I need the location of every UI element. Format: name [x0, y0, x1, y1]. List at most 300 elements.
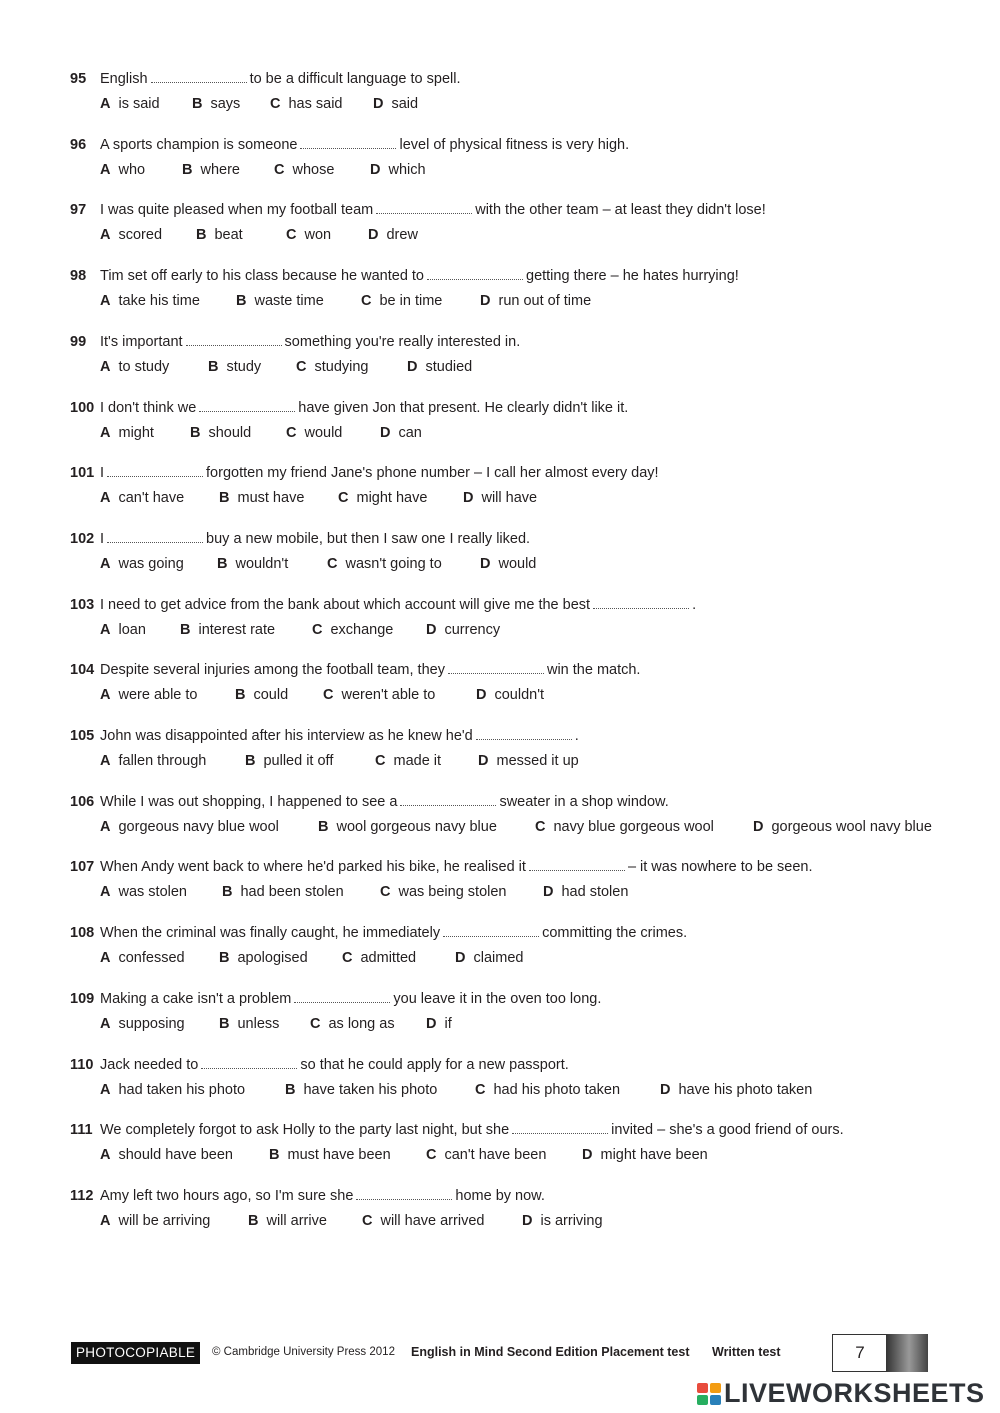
option-letter: B	[196, 227, 207, 244]
option-text: study	[226, 358, 262, 375]
stem-before-blank: When the criminal was finally caught, he immediately	[100, 925, 441, 942]
question-stem	[100, 399, 628, 417]
option-b[interactable]	[236, 292, 324, 310]
option-text: admitted	[360, 950, 417, 967]
question-105	[0, 727, 1000, 779]
question-stem	[100, 1121, 844, 1139]
answer-blank[interactable]	[593, 596, 689, 609]
option-c[interactable]	[475, 1081, 620, 1099]
option-c[interactable]	[342, 949, 416, 967]
option-a[interactable]	[100, 1212, 210, 1230]
option-text: won	[304, 227, 332, 244]
option-c[interactable]	[310, 1015, 395, 1033]
option-letter: B	[285, 1081, 296, 1098]
answer-blank[interactable]	[186, 333, 282, 346]
question-stem	[100, 858, 813, 876]
option-d[interactable]	[480, 292, 591, 310]
question-stem	[100, 267, 739, 285]
option-b[interactable]	[248, 1212, 327, 1230]
option-text: has said	[288, 96, 343, 112]
answer-blank[interactable]	[448, 661, 544, 674]
question-111	[0, 1121, 1000, 1173]
option-letter: C	[362, 1212, 373, 1229]
option-a[interactable]	[100, 555, 184, 573]
option-letter: B	[248, 1212, 259, 1229]
option-b[interactable]	[217, 555, 288, 573]
option-letter: D	[543, 884, 554, 901]
option-text: gorgeous navy blue wool	[118, 818, 279, 835]
option-letter: A	[100, 1081, 111, 1098]
option-letter: B	[180, 621, 191, 638]
option-text: is said	[118, 96, 160, 112]
option-letter: C	[296, 358, 307, 375]
answer-blank[interactable]	[107, 464, 203, 477]
option-b[interactable]	[219, 949, 308, 967]
stem-before-blank: English	[100, 71, 148, 87]
stem-after-blank: something you're really interested in.	[284, 333, 521, 350]
option-text: pulled it off	[263, 753, 334, 769]
option-d[interactable]	[407, 358, 472, 376]
option-c[interactable]	[286, 424, 342, 442]
option-d[interactable]	[370, 161, 426, 179]
option-letter: B	[318, 818, 329, 835]
stem-after-blank: getting there – he hates hurrying!	[526, 268, 739, 285]
answer-blank[interactable]	[107, 530, 203, 543]
stem-before-blank: When Andy went back to where he'd parked his bike, he realised it	[100, 859, 526, 876]
stem-before-blank: Jack needed to	[100, 1056, 199, 1073]
option-text: wasn't going to	[345, 555, 442, 572]
option-text: where	[200, 161, 240, 178]
option-d[interactable]	[582, 1146, 708, 1164]
stem-before-blank: I	[100, 530, 105, 547]
option-d[interactable]	[753, 818, 932, 836]
question-number: 112	[70, 1187, 94, 1204]
option-text: was being stolen	[398, 884, 507, 901]
stem-before-blank: We completely forgot to ask Holly to the party last night, but she	[100, 1122, 510, 1139]
option-d[interactable]	[426, 1015, 452, 1033]
option-text: studied	[425, 358, 473, 375]
stem-before-blank: While I was out shopping, I happened to see a	[100, 793, 398, 810]
question-number: 95	[70, 71, 87, 87]
option-letter: A	[100, 1212, 111, 1229]
option-text: apologised	[237, 950, 308, 967]
stem-after-blank: with the other team – at least they didn't lose!	[475, 202, 766, 219]
option-letter: A	[100, 161, 111, 178]
option-d[interactable]	[522, 1212, 603, 1230]
option-a[interactable]	[100, 949, 185, 967]
question-stem	[100, 1056, 569, 1074]
stem-after-blank: buy a new mobile, but then I saw one I really liked.	[206, 530, 531, 547]
question-stem	[100, 464, 659, 482]
option-text: run out of time	[498, 293, 592, 310]
option-letter: D	[582, 1147, 593, 1164]
option-letter: B	[219, 1015, 230, 1032]
question-number: 111	[70, 1122, 93, 1139]
option-letter: D	[476, 687, 487, 704]
option-letter: B	[190, 424, 201, 441]
stem-before-blank: John was disappointed after his interview as he knew he'd	[100, 728, 473, 744]
option-letter: B	[245, 753, 256, 769]
option-text: drew	[386, 227, 418, 244]
question-number: 100	[70, 399, 95, 416]
option-text: must have been	[287, 1147, 391, 1164]
answer-blank[interactable]	[151, 70, 247, 83]
question-number: 108	[70, 925, 95, 942]
option-a[interactable]	[100, 226, 162, 244]
option-letter: D	[373, 96, 384, 112]
liveworksheets-watermark[interactable]	[696, 1378, 996, 1408]
option-letter: C	[475, 1081, 486, 1098]
question-number: 106	[70, 793, 95, 810]
stem-after-blank: you leave it in the oven too long.	[393, 990, 602, 1007]
question-number: 103	[70, 596, 95, 613]
question-number: 102	[70, 530, 95, 547]
option-d[interactable]	[426, 621, 500, 639]
option-letter: A	[100, 753, 111, 769]
question-109	[0, 990, 1000, 1042]
answer-blank[interactable]	[356, 1187, 452, 1200]
stem-after-blank: home by now.	[455, 1187, 545, 1204]
option-letter: A	[100, 950, 111, 967]
option-c[interactable]	[338, 489, 427, 507]
option-letter: D	[426, 1015, 437, 1032]
option-c[interactable]	[375, 752, 441, 770]
answer-blank[interactable]	[512, 1121, 608, 1134]
question-stem	[100, 727, 579, 745]
option-letter: A	[100, 687, 111, 704]
stem-before-blank: I need to get advice from the bank about which account will give me the best	[100, 596, 591, 613]
option-letter: A	[100, 818, 111, 835]
option-letter: B	[217, 555, 228, 572]
question-stem	[100, 793, 669, 811]
option-text: weren't able to	[341, 687, 436, 704]
option-letter: B	[182, 161, 193, 178]
option-d[interactable]	[543, 883, 628, 901]
stem-after-blank: forgotten my friend Jane's phone number – I call her almost every day!	[206, 465, 659, 482]
option-a[interactable]	[100, 883, 187, 901]
option-letter: B	[235, 687, 246, 704]
option-d[interactable]	[478, 752, 579, 770]
option-letter: D	[380, 424, 391, 441]
option-text: should	[208, 424, 252, 441]
option-text: as long as	[328, 1015, 395, 1032]
question-number: 109	[70, 990, 95, 1007]
option-letter: D	[407, 358, 418, 375]
question-106	[0, 793, 1000, 845]
option-text: claimed	[473, 950, 524, 967]
option-text: should have been	[118, 1147, 233, 1164]
question-number: 110	[70, 1056, 94, 1073]
option-letter: D	[370, 161, 381, 178]
option-b[interactable]	[182, 161, 240, 179]
question-number: 104	[70, 662, 95, 679]
option-text: can't have been	[444, 1147, 547, 1164]
option-letter: D	[753, 818, 764, 835]
option-c[interactable]	[327, 555, 442, 573]
option-text: interest rate	[198, 621, 276, 638]
option-letter: C	[312, 621, 323, 638]
option-b[interactable]	[192, 95, 240, 113]
page-number: 7	[832, 1334, 888, 1372]
question-100	[0, 399, 1000, 451]
option-letter: C	[270, 96, 281, 112]
book-title: English in Mind Second Edition Placement test	[411, 1345, 690, 1359]
option-text: must have	[237, 490, 305, 507]
option-text: might	[118, 424, 154, 441]
option-a[interactable]	[100, 1081, 245, 1099]
question-99	[0, 333, 1000, 385]
option-letter: C	[286, 227, 297, 244]
option-text: had taken his photo	[118, 1081, 246, 1098]
option-letter: C	[323, 687, 334, 704]
option-a[interactable]	[100, 818, 279, 836]
option-b[interactable]	[285, 1081, 437, 1099]
option-b[interactable]	[235, 686, 288, 704]
option-letter: D	[522, 1212, 533, 1229]
option-a[interactable]	[100, 489, 184, 507]
option-d[interactable]	[455, 949, 523, 967]
stem-after-blank: committing the crimes.	[542, 925, 688, 942]
option-letter: C	[535, 818, 546, 835]
option-text: take his time	[118, 293, 200, 310]
option-c[interactable]	[426, 1146, 546, 1164]
option-text: have his photo taken	[678, 1081, 813, 1098]
option-letter: B	[208, 358, 219, 375]
option-text: beat	[214, 227, 243, 244]
option-c[interactable]	[323, 686, 435, 704]
answer-blank[interactable]	[376, 201, 472, 214]
option-letter: B	[236, 293, 247, 310]
option-text: couldn't	[494, 687, 545, 704]
question-stem	[100, 201, 766, 219]
stem-after-blank: level of physical fitness is very high.	[399, 136, 630, 153]
option-letter: A	[100, 424, 111, 441]
question-number: 98	[70, 268, 87, 285]
question-102	[0, 530, 1000, 582]
option-letter: C	[342, 950, 353, 967]
option-a[interactable]	[100, 1146, 233, 1164]
option-letter: D	[463, 490, 474, 507]
question-number: 105	[70, 728, 95, 744]
option-text: fallen through	[118, 753, 207, 769]
question-108	[0, 924, 1000, 976]
question-number: 101	[70, 465, 95, 482]
option-b[interactable]	[318, 818, 497, 836]
option-text: would	[304, 424, 343, 441]
option-letter: C	[426, 1147, 437, 1164]
option-d[interactable]	[463, 489, 537, 507]
question-107	[0, 858, 1000, 910]
option-a[interactable]	[100, 95, 160, 113]
option-text: to study	[118, 358, 170, 375]
option-text: gorgeous wool navy blue	[771, 818, 932, 835]
option-text: will have arrived	[380, 1212, 485, 1229]
option-letter: D	[478, 753, 489, 769]
option-text: had been stolen	[240, 884, 344, 901]
option-text: messed it up	[496, 753, 579, 769]
option-b[interactable]	[190, 424, 251, 442]
stem-before-blank: A sports champion is someone	[100, 136, 298, 153]
option-a[interactable]	[100, 424, 154, 442]
option-text: navy blue gorgeous wool	[553, 818, 714, 835]
option-text: studying	[314, 358, 369, 375]
option-text: made it	[393, 753, 442, 769]
option-text: have taken his photo	[303, 1081, 438, 1098]
option-b[interactable]	[222, 883, 344, 901]
option-letter: A	[100, 884, 111, 901]
option-letter: C	[361, 293, 372, 310]
option-a[interactable]	[100, 292, 200, 310]
stem-after-blank: win the match.	[546, 662, 641, 679]
option-letter: A	[100, 227, 111, 244]
option-text: were able to	[118, 687, 198, 704]
option-c[interactable]	[296, 358, 369, 376]
option-letter: D	[480, 293, 491, 310]
question-stem	[100, 70, 461, 88]
option-d[interactable]	[373, 95, 418, 113]
question-104	[0, 661, 1000, 713]
option-c[interactable]	[380, 883, 507, 901]
question-stem	[100, 530, 530, 548]
option-d[interactable]	[660, 1081, 812, 1099]
question-110	[0, 1056, 1000, 1108]
stem-before-blank: Despite several injuries among the football team, they	[100, 662, 445, 679]
option-text: if	[444, 1015, 452, 1032]
option-text: said	[391, 96, 419, 112]
answer-blank[interactable]	[427, 267, 523, 280]
option-d[interactable]	[480, 555, 536, 573]
stem-after-blank: .	[692, 596, 697, 613]
question-number: 97	[70, 202, 87, 219]
option-text: will arrive	[266, 1212, 327, 1229]
stem-before-blank: It's important	[100, 333, 183, 350]
option-b[interactable]	[269, 1146, 391, 1164]
option-a[interactable]	[100, 621, 146, 639]
option-c[interactable]	[286, 226, 331, 244]
question-95	[0, 70, 1000, 122]
option-text: will be arriving	[118, 1212, 211, 1229]
stem-after-blank: invited – she's a good friend of ours.	[611, 1122, 844, 1139]
watermark-text: LIVEWORKSHEETS	[724, 1378, 985, 1408]
option-text: exchange	[330, 621, 394, 638]
answer-blank[interactable]	[443, 924, 539, 937]
answer-blank[interactable]	[300, 136, 396, 149]
answer-blank[interactable]	[201, 1056, 297, 1069]
answer-blank[interactable]	[294, 990, 390, 1003]
option-c[interactable]	[274, 161, 334, 179]
question-103	[0, 596, 1000, 648]
option-letter: B	[269, 1147, 280, 1164]
option-b[interactable]	[219, 489, 304, 507]
option-letter: D	[660, 1081, 671, 1098]
answer-blank[interactable]	[400, 793, 496, 806]
option-a[interactable]	[100, 752, 206, 770]
option-text: unless	[237, 1015, 280, 1032]
option-text: scored	[118, 227, 163, 244]
option-letter: C	[380, 884, 391, 901]
option-a[interactable]	[100, 358, 169, 376]
option-text: wool gorgeous navy blue	[336, 818, 497, 835]
question-stem	[100, 990, 601, 1008]
copyright-notice: © Cambridge University Press 2012	[212, 1346, 395, 1358]
question-stem	[100, 1187, 545, 1205]
answer-blank[interactable]	[199, 399, 295, 412]
option-letter: A	[100, 490, 111, 507]
stem-after-blank: have given Jon that present. He clearly didn't like it.	[298, 399, 629, 416]
option-letter: A	[100, 555, 111, 572]
option-letter: A	[100, 1147, 111, 1164]
option-letter: A	[100, 96, 111, 112]
photocopiable-label: PHOTOCOPIABLE	[71, 1342, 200, 1364]
option-text: can	[398, 424, 422, 441]
option-text: waste time	[254, 293, 324, 310]
stem-after-blank: to be a difficult language to spell.	[249, 71, 461, 87]
option-b[interactable]	[245, 752, 333, 770]
option-c[interactable]	[362, 1212, 484, 1230]
option-b[interactable]	[208, 358, 261, 376]
option-c[interactable]	[361, 292, 442, 310]
option-text: be in time	[379, 293, 443, 310]
option-a[interactable]	[100, 1015, 185, 1033]
option-letter: B	[219, 490, 230, 507]
answer-blank[interactable]	[529, 858, 625, 871]
stem-after-blank: – it was nowhere to be seen.	[627, 859, 813, 876]
option-b[interactable]	[180, 621, 275, 639]
question-stem	[100, 596, 696, 614]
stem-before-blank: I	[100, 465, 105, 482]
stem-before-blank: Amy left two hours ago, so I'm sure she	[100, 1187, 354, 1204]
option-text: loan	[118, 621, 146, 638]
question-number: 96	[70, 136, 87, 153]
stem-after-blank: .	[574, 728, 579, 744]
option-b[interactable]	[196, 226, 243, 244]
option-letter: B	[222, 884, 233, 901]
option-d[interactable]	[380, 424, 422, 442]
question-112	[0, 1187, 1000, 1239]
option-letter: A	[100, 358, 111, 375]
option-text: who	[118, 161, 146, 178]
option-d[interactable]	[368, 226, 418, 244]
option-a[interactable]	[100, 686, 197, 704]
option-a[interactable]	[100, 161, 145, 179]
option-text: says	[210, 96, 241, 112]
stem-after-blank: so that he could apply for a new passport.	[300, 1056, 569, 1073]
option-text: would	[498, 555, 537, 572]
option-text: was stolen	[118, 884, 187, 901]
option-letter: D	[480, 555, 491, 572]
option-c[interactable]	[270, 95, 343, 113]
option-text: might have been	[600, 1147, 708, 1164]
option-b[interactable]	[219, 1015, 279, 1033]
option-c[interactable]	[312, 621, 393, 639]
option-text: whose	[292, 161, 335, 178]
option-text: might have	[356, 490, 428, 507]
option-text: confessed	[118, 950, 185, 967]
question-number: 99	[70, 333, 87, 350]
option-letter: D	[368, 227, 379, 244]
option-text: which	[388, 161, 426, 178]
question-stem	[100, 136, 629, 154]
test-name: Written test	[712, 1345, 781, 1359]
stem-before-blank: Making a cake isn't a problem	[100, 990, 292, 1007]
question-stem	[100, 333, 520, 351]
option-letter: C	[286, 424, 297, 441]
option-c[interactable]	[535, 818, 714, 836]
option-d[interactable]	[476, 686, 544, 704]
answer-blank[interactable]	[476, 727, 572, 740]
option-text: will have	[481, 490, 538, 507]
option-letter: B	[192, 96, 203, 112]
